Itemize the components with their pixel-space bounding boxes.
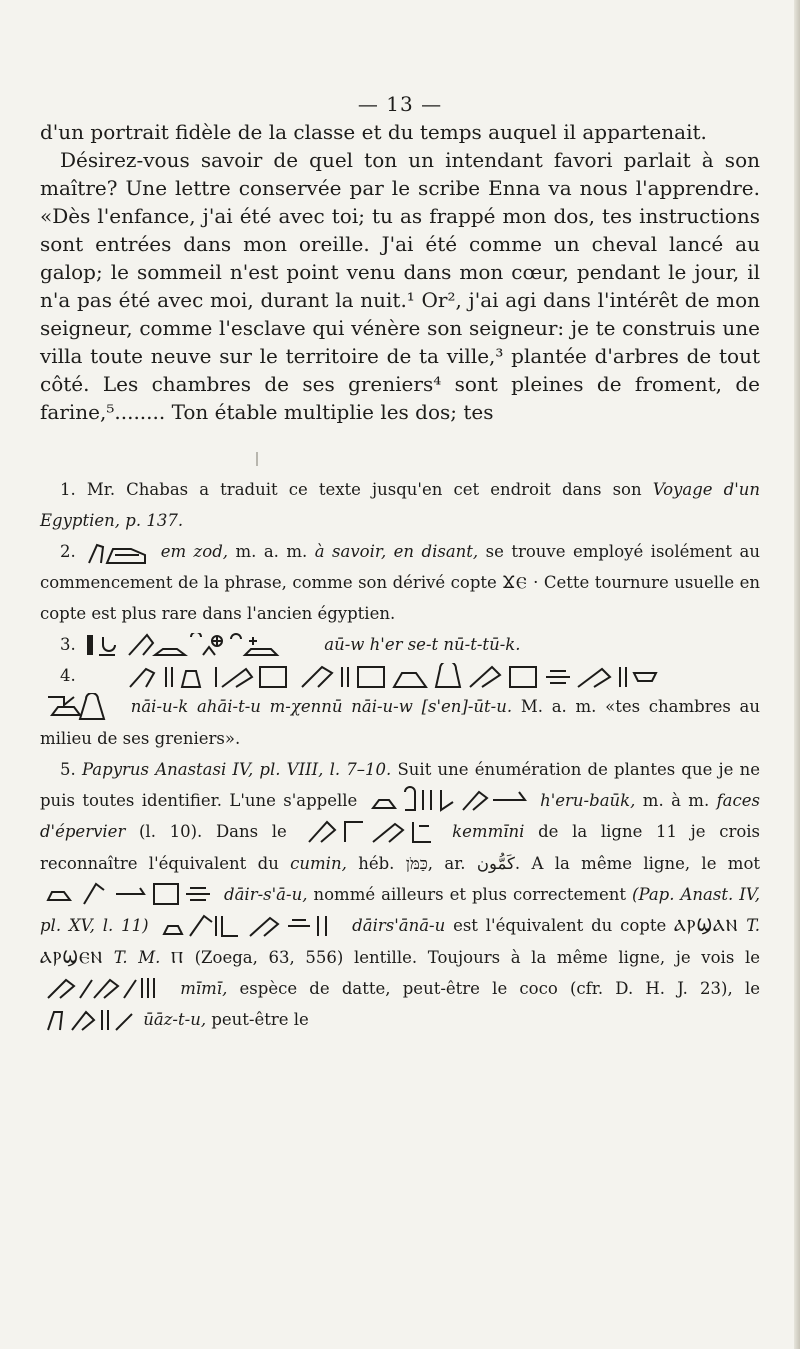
lentil-hieroglyph-icon [44,880,214,910]
footnote-separator [256,452,258,466]
date-hieroglyph-icon [44,974,164,1004]
cumin-hieroglyph-icon [305,818,435,848]
house-hieroglyph-icon [44,693,118,723]
footnote-3: 3. aū-w h'er se-t nū-t-tū-k. [40,629,760,660]
plant-name-hieroglyph-icon [369,786,529,816]
page-number: — 13 — [357,92,443,116]
footnotes [40,474,760,1036]
footnote-4: 4. nāi-u-k ahāi-t-u m-χennū nāi-u-w [s'en]-ūt-u. M. a. m. «tes chambres au milieu de ses greniers». [40,660,760,754]
main-text [40,118,760,426]
footnote-1: 1. Mr. Chabas a traduit ce texte jusqu'en cet endroit dans son Voyage d'un Egyptien, p. 137. [40,480,760,530]
footnote-2: 2. em zod, m. a. m. à savoir, en disant, se trouve employé isolément au commencement de la phrase, comme son dérivé copte ϪⲈ · Cette tournure usuelle en copte est plus rare dans l'ancien égyptien. [40,542,760,623]
hieroglyph-group-icon [85,633,315,659]
owl-hieroglyph-icon [87,541,149,565]
paragraph-1: d'un portrait fidèle de la classe et du temps auquel il appartenait. [40,120,707,144]
page-edge [794,0,800,1349]
paragraph-2: Désirez-vous savoir de quel ton un intendant favori parlait à son maître? Une lettre conservée par le scribe Enna va nous l'apprendre. «Dès l'enfance, j'ai été avec toi; tu as frappé mon dos, tes instructions sont entrées dans mon oreille. J'ai été comme un cheval lancé au galop; le sommeil n'est point venu dans mon cœur, pendant le jour, il n'a pas été avec moi, durant la nuit.¹ Or², j'ai agi dans l'intérêt de mon seigneur, comme l'esclave qui vénère son seigneur: je te construis une villa toute neuve sur le territoire de ta ville,³ plantée d'arbres de tout côté. Les chambres de ses greniers⁴ sont pleines de froment, de farine,⁵........ Ton étable multiplie les dos; tes [40,148,760,424]
lentil-variant-hieroglyph-icon [160,912,340,942]
footnote-5: 5. Papyrus Anastasi IV, pl. VIII, l. 7–10. Suit une énumération de plantes que je ne puis toutes identifier. L'une s'appelle h'eru-baūk, m. à m. faces d'épervier (l. 10). Dans le kemmīni de la ligne 11 je crois reconnaître l'équivalent du cumin, héb. כַּמֹּן, ar. كَمُّون. A la même ligne, le mot dāir-s'ā-u, nommé ailleurs et plus correctement (Pap. Anast. IV, pl. XV, l. 11) dāirs'ānā-u est l'équivalent du copte ⲀⲢϢⲀⲚ T. ⲀⲢϢⲈⲚ T. M. Ⲡ (Zoega, 63, 556) lentille. Toujours à la même ligne, je vois le mīmī, espèce de datte, peut-être le coco (cfr. D. H. J. 23), le ūāz-t-u, peut-être le [40,754,760,1036]
coco-hieroglyph-icon [44,1006,134,1036]
hieroglyph-line-icon [126,663,756,691]
